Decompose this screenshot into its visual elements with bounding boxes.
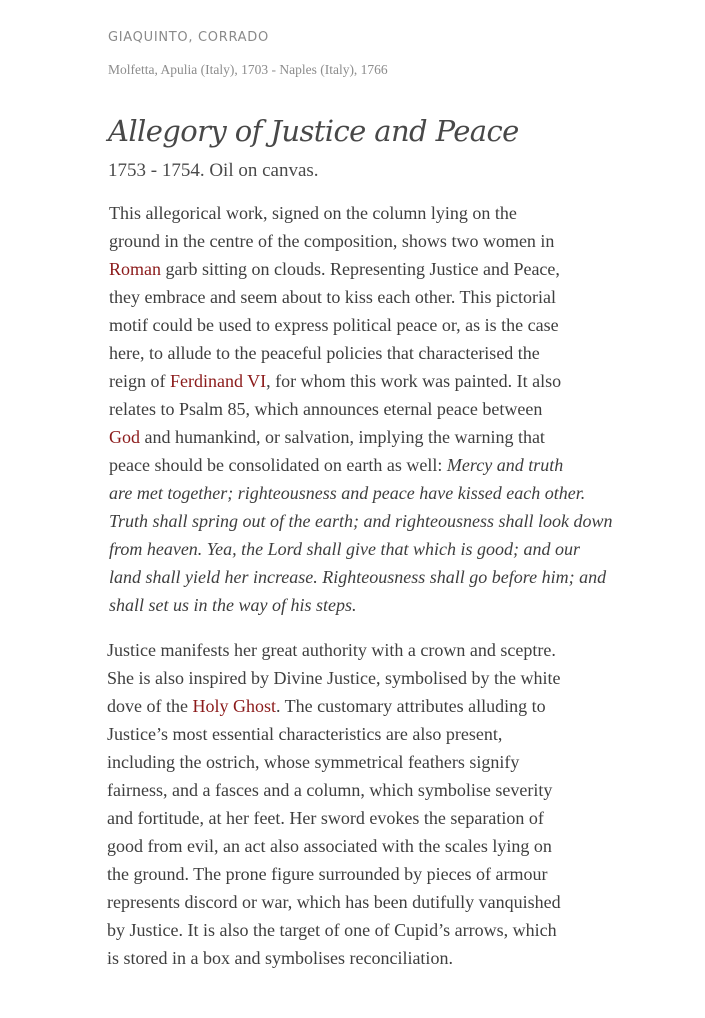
text-line (107, 692, 561, 720)
text-line: motif could be used to express political peace or, as is the case (109, 315, 559, 335)
text-fragment: . The customary attributes alluding to (276, 696, 546, 716)
text-line: including the ostrich, whose symmetrical feathers signify (107, 752, 520, 772)
text-line: relates to Psalm 85, which announces eternal peace between (109, 399, 543, 419)
psalm-quote-fragment: Mercy and truth (446, 455, 564, 475)
text-line: represents discord or war, which has been dutifully vanquished (107, 892, 561, 912)
artwork-title: Allegory of Justice and Peace (108, 114, 519, 148)
text-line: by Justice. It is also the target of one of Cupid’s arrows, which (107, 920, 557, 940)
text-line (109, 423, 613, 451)
text-line: good from evil, an act also associated with the scales lying on (107, 836, 552, 856)
artist-death: Naples (Italy), 1766 (279, 62, 388, 77)
text-line: and fortitude, at her feet. Her sword evokes the separation of (107, 808, 544, 828)
text-line: Justice manifests her great authority with a crown and sceptre. (107, 640, 556, 660)
text-line: they embrace and seem about to kiss each other. This pictorial (109, 287, 557, 307)
text-fragment: peace should be consolidated on earth as well: (109, 455, 447, 475)
text-fragment: and humankind, or salvation, implying the warning that (140, 427, 545, 447)
psalm-quote-line: from heaven. Yea, the Lord shall give that which is good; and our (109, 539, 580, 559)
text-line (109, 451, 613, 479)
artist-name: GIAQUINTO, CORRADO (108, 30, 269, 45)
link-roman[interactable]: Roman (109, 259, 161, 279)
text-line (109, 255, 613, 283)
text-fragment: , for whom this work was painted. It also (266, 371, 562, 391)
text-fragment: garb sitting on clouds. Representing Justice and Peace, (161, 259, 560, 279)
text-line: She is also inspired by Divine Justice, symbolised by the white (107, 668, 561, 688)
artist-birth: Molfetta, Apulia (Italy), 1703 - (108, 62, 276, 77)
text-line: fairness, and a fasces and a column, which symbolise severity (107, 780, 553, 800)
text-line: ground in the centre of the composition, shows two women in (109, 231, 555, 251)
text-line: Justice’s most essential characteristics are also present, (107, 724, 503, 744)
psalm-quote-line: shall set us in the way of his steps. (109, 595, 357, 615)
psalm-quote-line: Truth shall spring out of the earth; and righteousness shall look down (109, 511, 613, 531)
description-paragraph-2 (107, 636, 561, 972)
link-ferdinand-vi[interactable]: Ferdinand VI (169, 371, 267, 391)
text-line: is stored in a box and symbolises reconciliation. (107, 948, 453, 968)
link-holy-ghost[interactable]: Holy Ghost (192, 696, 276, 716)
description-paragraph-1 (109, 199, 613, 619)
psalm-quote-line: are met together; righteousness and peace have kissed each other. (109, 483, 586, 503)
link-god[interactable]: God (109, 427, 140, 447)
text-line: here, to allude to the peaceful policies that characterised the (109, 343, 540, 363)
artist-lifespan (108, 59, 388, 81)
text-line: This allegorical work, signed on the column lying on the (109, 203, 517, 223)
artwork-date-medium: 1753 - 1754. Oil on canvas. (108, 160, 319, 181)
text-fragment: dove of the (107, 696, 193, 716)
text-line: the ground. The prone figure surrounded by pieces of armour (107, 864, 548, 884)
text-line (109, 367, 613, 395)
text-fragment: reign of (109, 371, 170, 391)
psalm-quote-line: land shall yield her increase. Righteousness shall go before him; and (109, 567, 607, 587)
